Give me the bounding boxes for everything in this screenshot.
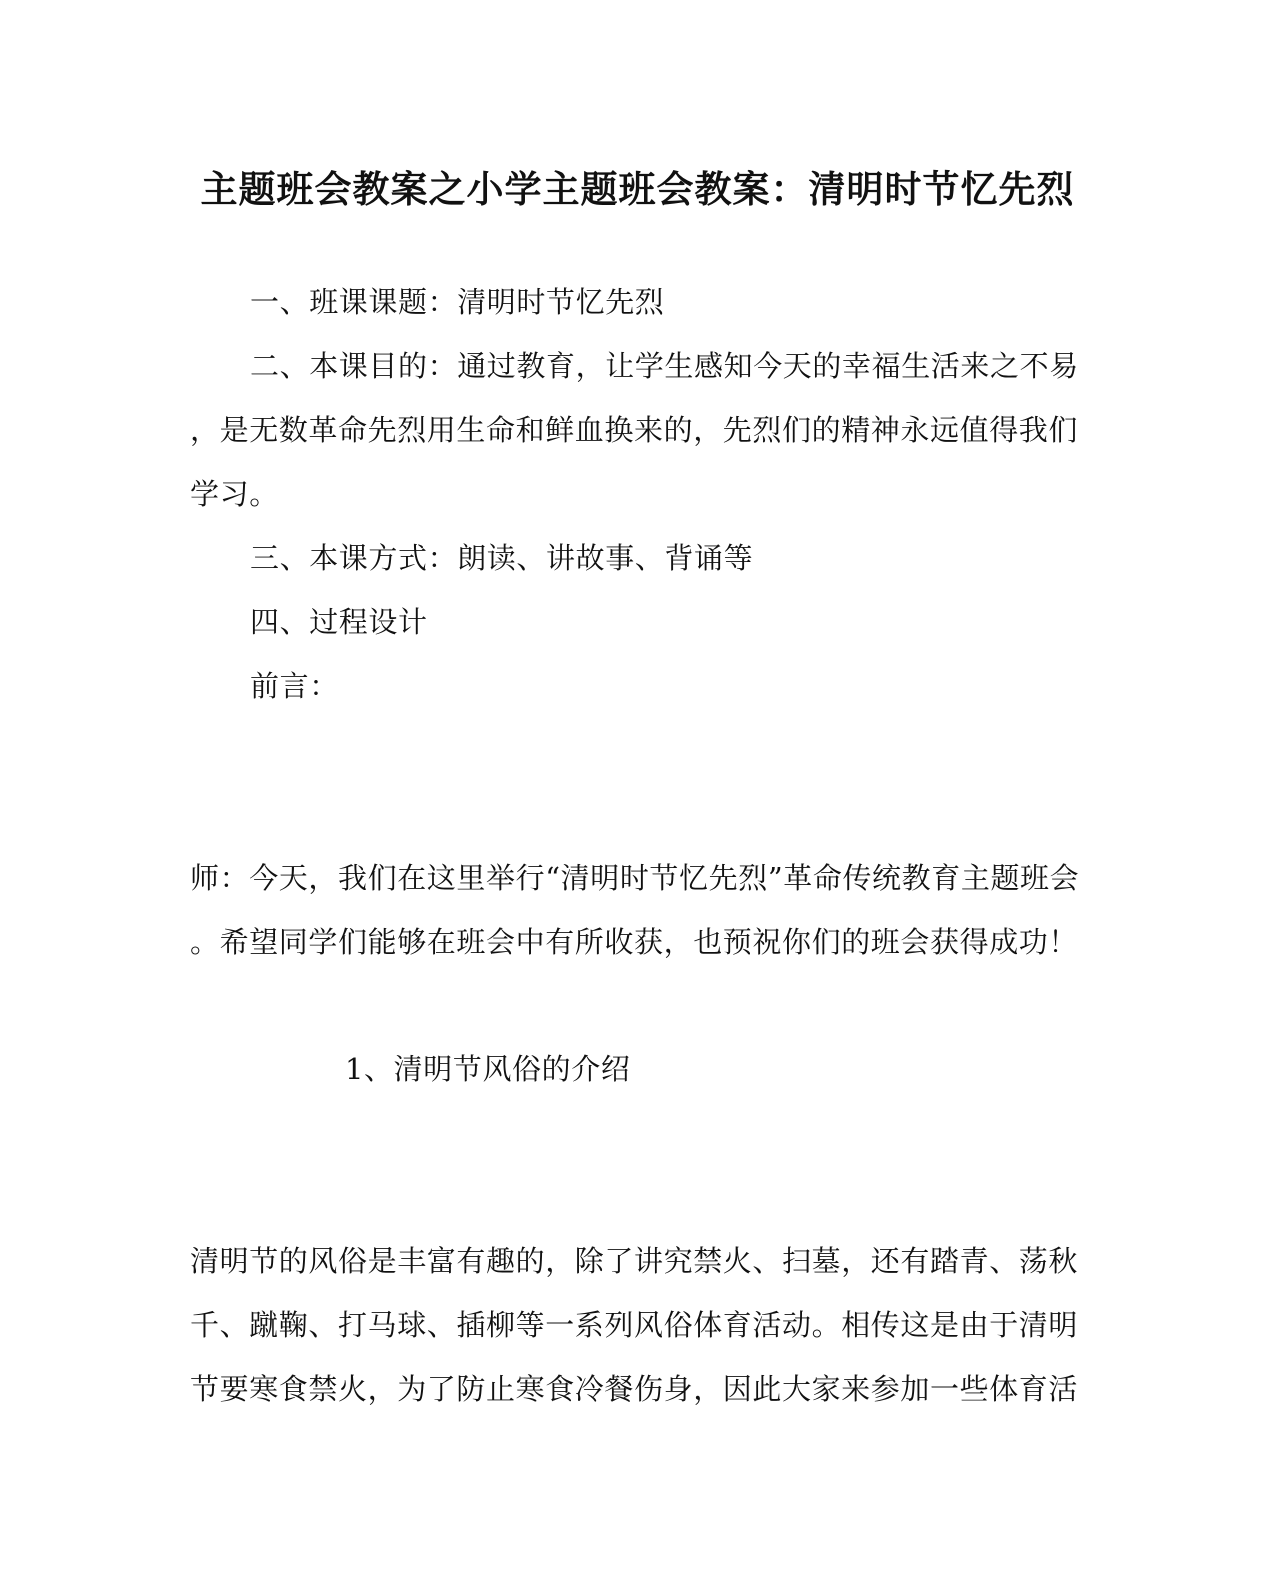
text-line: 前言：	[250, 669, 339, 703]
text-line: 二、本课目的：通过教育，让学生感知今天的幸福生活来之不易	[250, 349, 1079, 383]
document-title: 主题班会教案之小学主题班会教案：清明时节忆先烈	[200, 167, 1075, 211]
text-line: 。希望同学们能够在班会中有所收获，也预祝你们的班会获得成功！	[190, 925, 1079, 959]
text-line: 节要寒食禁火，为了防止寒食冷餐伤身，因此大家来参加一些体育活	[190, 1372, 1079, 1406]
text-line: 四、过程设计	[250, 605, 428, 639]
section-heading: 1、清明节风俗的介绍	[345, 1052, 631, 1086]
text-line: 三、本课方式：朗读、讲故事、背诵等	[250, 541, 754, 575]
text-line: 一、班课课题：清明时节忆先烈	[250, 285, 665, 319]
text-line: ，是无数革命先烈用生命和鲜血换来的，先烈们的精神永远值得我们	[190, 413, 1079, 447]
text-line: 千、蹴鞠、打马球、插柳等一系列风俗体育活动。相传这是由于清明	[190, 1308, 1079, 1342]
text-line: 学习。	[190, 477, 279, 511]
text-line: 清明节的风俗是丰富有趣的，除了讲究禁火、扫墓，还有踏青、荡秋	[190, 1244, 1079, 1278]
text-line: 师：今天，我们在这里举行“清明时节忆先烈”革命传统教育主题班会	[190, 861, 1080, 895]
